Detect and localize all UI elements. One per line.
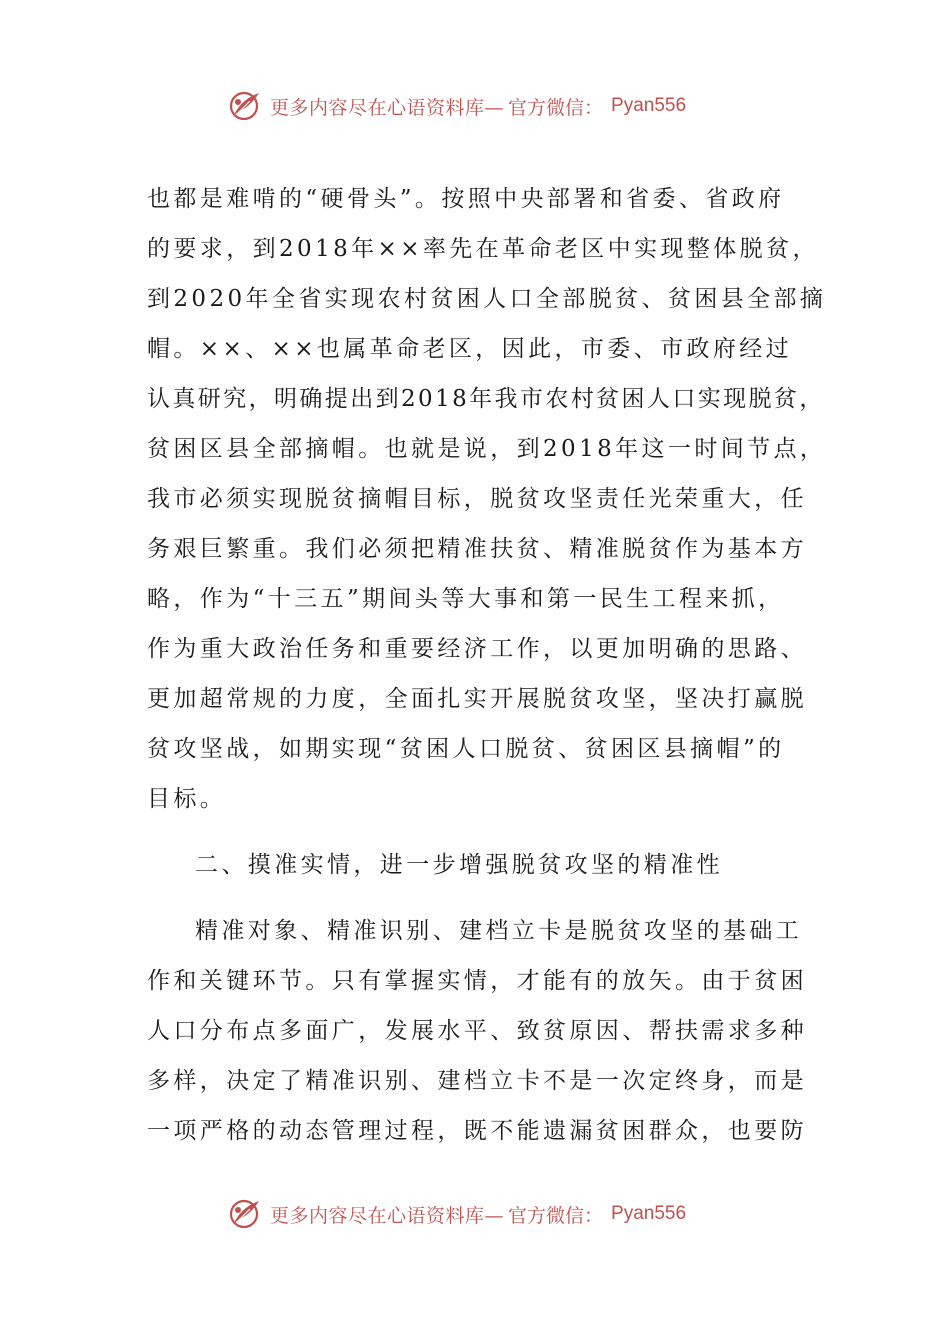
body-line: 也都是难啃的“硬骨头”。按照中央部署和省委、省政府 xyxy=(147,186,785,212)
body-line: 更加超常规的力度，全面扎实开展脱贫攻坚，坚决打赢脱 xyxy=(147,686,807,712)
body-line: 到2020年全省实现农村贫困人口全部脱贫、贫困县全部摘 xyxy=(147,286,827,312)
body-line: 作和关键环节。只有掌握实情，才能有的放矢。由于贫困 xyxy=(147,968,807,994)
body-line: 略，作为“十三五”期间头等大事和第一民生工程来抓， xyxy=(147,586,785,612)
body-line: 作为重大政治任务和重要经济工作，以更加明确的思路、 xyxy=(147,636,807,662)
section-heading: 二、摸准实情，进一步增强脱贫攻坚的精准性 xyxy=(195,852,723,878)
body-line: 目标。 xyxy=(147,786,227,812)
body-line: 务艰巨繁重。我们必须把精准扶贫、精准脱贫作为基本方 xyxy=(147,536,807,562)
quill-logo-icon xyxy=(228,89,262,123)
quill-logo-icon xyxy=(228,1197,262,1231)
body-line: 帽。××、××也属革命老区，因此，市委、市政府经过 xyxy=(147,336,793,362)
document-body xyxy=(147,174,827,1156)
watermark-text: 更多内容尽在心语资料库— xyxy=(270,96,505,119)
watermark-wechat-id: Pyan556 xyxy=(611,1203,687,1224)
body-line: 我市必须实现脱贫摘帽目标，脱贫攻坚责任光荣重大，任 xyxy=(147,486,807,512)
body-line: 多样，决定了精准识别、建档立卡不是一次定终身，而是 xyxy=(147,1068,807,1094)
body-line: 精准对象、精准识别、建档立卡是脱贫攻坚的基础工 xyxy=(195,918,803,944)
body-line: 贫困区县全部摘帽。也就是说，到2018年这一时间节点， xyxy=(147,436,827,462)
body-line: 贫攻坚战，如期实现“贫困人口脱贫、贫困区县摘帽”的 xyxy=(147,736,785,762)
footer-watermark xyxy=(228,1194,686,1234)
header-watermark xyxy=(228,86,686,126)
body-line: 的要求，到2018年××率先在革命老区中实现整体脱贫， xyxy=(147,236,819,262)
watermark-wechat-id: Pyan556 xyxy=(611,95,687,116)
body-line: 认真研究，明确提出到2018年我市农村贫困人口实现脱贫， xyxy=(147,386,825,412)
watermark-text: 更多内容尽在心语资料库— xyxy=(270,1204,505,1227)
watermark-wechat-label: 官方微信： xyxy=(508,96,604,119)
body-line: 人口分布点多面广，发展水平、致贫原因、帮扶需求多种 xyxy=(147,1018,807,1044)
watermark-wechat-label: 官方微信： xyxy=(508,1204,604,1227)
body-line: 一项严格的动态管理过程，既不能遗漏贫困群众，也要防 xyxy=(147,1118,807,1144)
